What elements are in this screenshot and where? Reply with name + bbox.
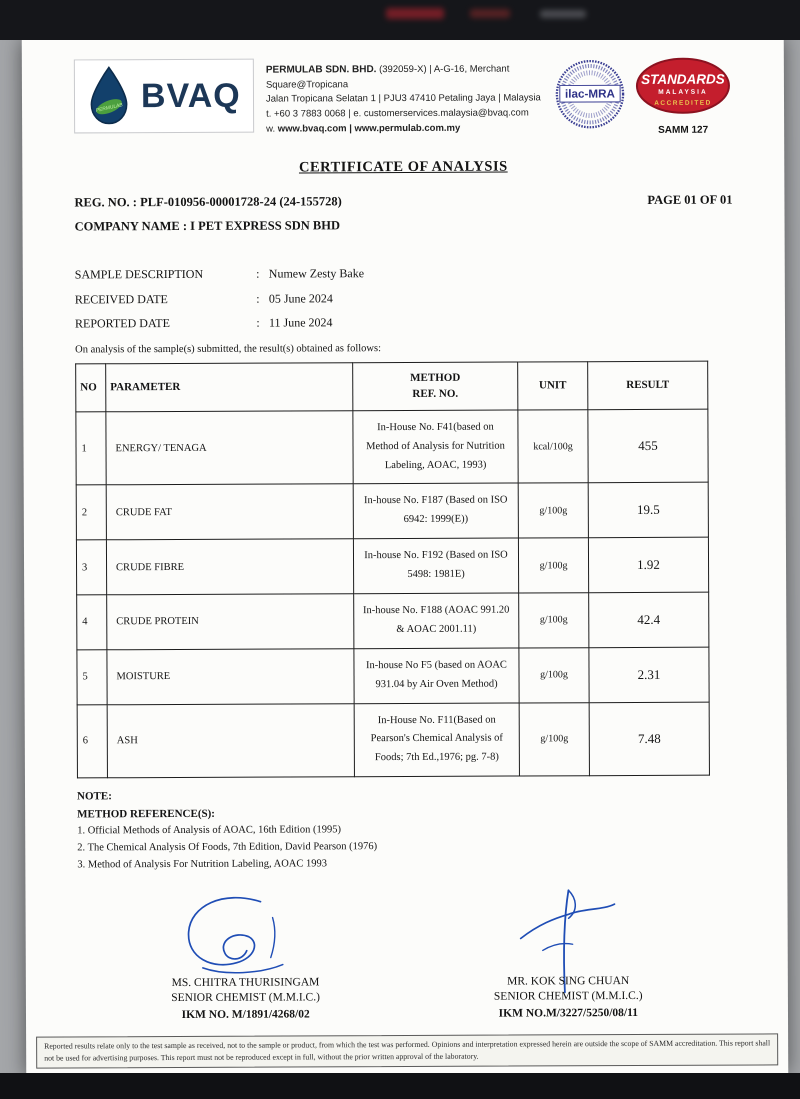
brand-wordmark: BVAQ bbox=[140, 76, 241, 116]
row-unit: g/100g bbox=[519, 593, 589, 648]
company-contact: t. +60 3 7883 0068 | e. customerservices.malaysia@bvaq.com bbox=[266, 107, 529, 120]
table-row bbox=[77, 592, 709, 650]
malaysia-label: MALAYSIA bbox=[658, 88, 708, 96]
droplet-leaf-icon bbox=[85, 64, 133, 128]
field-label: REPORTED DATE bbox=[74, 316, 170, 331]
method-reference-heading: METHOD REFERENCE(S): bbox=[77, 807, 215, 821]
company-name: PERMULAB SDN. BHD. bbox=[265, 64, 377, 76]
row-method: In-house No F5 (based on AOAC 931.04 by Air Oven Method) bbox=[354, 648, 519, 704]
row-no: 2 bbox=[76, 485, 106, 540]
document-title: CERTIFICATE OF ANALYSIS bbox=[298, 158, 508, 176]
col-header-unit: UNIT bbox=[518, 361, 588, 409]
row-no: 6 bbox=[77, 704, 107, 778]
company-address: Jalan Tropicana Selatan 1 | PJU3 47410 Petaling Jaya | Malaysia bbox=[265, 92, 541, 106]
standards-label: STANDARDS bbox=[641, 71, 725, 87]
field-label: SAMPLE DESCRIPTION bbox=[74, 266, 204, 282]
ilac-mra-label: ilac-MRA bbox=[565, 87, 615, 101]
table-row bbox=[76, 537, 708, 595]
row-unit: g/100g bbox=[518, 538, 588, 593]
row-parameter: CRUDE FIBRE bbox=[106, 539, 353, 595]
col-header-parameter: PARAMETER bbox=[106, 363, 353, 412]
row-method: In-House No. F41(based on Method of Analysis for Nutrition Labeling, AOAC, 1993) bbox=[353, 410, 518, 484]
signatory-title: SENIOR CHEMIST (M.M.I.C.) bbox=[493, 990, 643, 1003]
sample-info bbox=[75, 260, 733, 337]
standards-malaysia-logo-icon bbox=[634, 57, 732, 117]
row-result: 42.4 bbox=[589, 592, 709, 647]
company-line1 bbox=[266, 61, 542, 93]
row-parameter: MOISTURE bbox=[107, 649, 354, 705]
top-dark-bar bbox=[0, 0, 800, 40]
company-web-links: www.bvaq.com | www.permulab.com.my bbox=[277, 122, 461, 135]
signature-ink-left bbox=[160, 887, 330, 976]
row-result: 1.92 bbox=[588, 537, 708, 592]
company-web: w. www.bvaq.com | www.permulab.com.my bbox=[266, 122, 461, 135]
results-table bbox=[75, 360, 710, 778]
field-value: 05 June 2024 bbox=[268, 290, 333, 306]
photo-artifact bbox=[470, 9, 510, 18]
row-no: 5 bbox=[77, 650, 107, 705]
signatory-name: MS. CHITRA THURISINGAM bbox=[171, 976, 320, 989]
field-separator: : bbox=[256, 291, 260, 306]
accredited-label: ACCREDITED bbox=[654, 99, 712, 107]
photo-artifact bbox=[386, 8, 444, 19]
row-no: 4 bbox=[77, 595, 107, 650]
row-unit: g/100g bbox=[519, 647, 589, 702]
row-parameter: CRUDE FAT bbox=[106, 484, 353, 540]
letterhead bbox=[74, 57, 732, 139]
signature-section bbox=[77, 885, 736, 1023]
row-no: 3 bbox=[76, 540, 106, 595]
registration-row bbox=[74, 193, 732, 211]
field-separator: : bbox=[256, 266, 260, 281]
bottom-dark-bar bbox=[0, 1073, 800, 1099]
sample-info-row bbox=[75, 260, 733, 287]
table-row bbox=[77, 702, 709, 778]
row-unit: g/100g bbox=[519, 702, 589, 776]
ilac-mra-stamp-icon bbox=[554, 57, 626, 131]
company-reg: (392059-X) | A-G-16, Merchant Square@Tropicana bbox=[265, 63, 510, 91]
table-row bbox=[77, 647, 709, 705]
row-method: In-House No. F11(Based on Pearson's Chemical Analysis of Foods; 7th Ed.,1976; pg. 7-8) bbox=[354, 703, 519, 777]
table-header-row bbox=[76, 361, 708, 412]
field-separator: : bbox=[256, 315, 260, 330]
reg-no: REG. NO. : PLF-010956-00001728-24 (24-155728) bbox=[74, 194, 342, 210]
col-header-no: NO bbox=[76, 364, 106, 412]
signatory-name: MR. KOK SING CHUAN bbox=[507, 974, 630, 988]
bvaq-logo bbox=[74, 59, 254, 134]
accreditation-stamps bbox=[554, 57, 732, 137]
row-result: 19.5 bbox=[588, 483, 708, 538]
signatory-title: SENIOR CHEMIST (M.M.I.C.) bbox=[171, 991, 320, 1005]
certificate-page bbox=[22, 36, 789, 1076]
table-row bbox=[76, 483, 708, 541]
client-company-name: COMPANY NAME : I PET EXPRESS SDN BHD bbox=[74, 218, 341, 234]
row-no: 1 bbox=[76, 412, 106, 486]
notes-section bbox=[77, 786, 735, 874]
row-method: In-house No. F187 (Based on ISO 6942: 1999(E)) bbox=[353, 483, 518, 539]
row-method: In-house No. F192 (Based on ISO 5498: 1981E) bbox=[353, 538, 518, 594]
row-result: 7.48 bbox=[589, 702, 709, 776]
field-value: Numew Zesty Bake bbox=[268, 266, 365, 281]
row-result: 2.31 bbox=[589, 647, 709, 702]
row-parameter: ASH bbox=[107, 703, 354, 778]
method-reference-item: 1. Official Methods of Analysis of AOAC, 16th Edition (1995) bbox=[77, 824, 341, 837]
company-contact-block bbox=[266, 57, 542, 137]
row-unit: g/100g bbox=[518, 483, 588, 538]
note-heading: NOTE: bbox=[77, 790, 112, 803]
signatory-ikm-number: IKM NO. M/1891/4268/02 bbox=[181, 1008, 310, 1021]
photo-artifact bbox=[540, 10, 586, 18]
row-unit: kcal/100g bbox=[518, 409, 588, 483]
row-parameter: ENERGY/ TENAGA bbox=[106, 411, 353, 486]
standards-malaysia-block bbox=[634, 57, 732, 136]
disclaimer-box: Reported results relate only to the test sample as received, not to the sample or product, from which the test was performed. Opinions and interpretation expressed herein are outside the scope of SAMM accreditation. This report shall not be used for advertising purposes. This report must not be reproduced except in full, without the prior written approval of the laboratory. bbox=[36, 1033, 778, 1068]
method-reference-item: 3. Method of Analysis For Nutrition Labeling, AOAC 1993 bbox=[77, 858, 328, 871]
col-header-method: METHOD REF. NO. bbox=[353, 362, 518, 411]
row-parameter: CRUDE PROTEIN bbox=[107, 594, 354, 650]
table-row bbox=[76, 409, 708, 485]
method-reference-item: 2. The Chemical Analysis Of Foods, 7th Edition, David Pearson (1976) bbox=[77, 841, 378, 854]
signatory-ikm-number: IKM NO.M/3227/5250/08/11 bbox=[498, 1006, 638, 1020]
signature-ink-right bbox=[483, 886, 653, 975]
signature-block-left bbox=[90, 887, 401, 1023]
page-indicator: PAGE 01 OF 01 bbox=[647, 192, 733, 207]
field-label: RECEIVED DATE bbox=[74, 291, 168, 307]
signature-block-right bbox=[413, 885, 724, 1021]
logo-script-text: PERMULAB bbox=[95, 103, 124, 114]
col-header-result: RESULT bbox=[588, 361, 708, 410]
sample-info-row bbox=[75, 309, 733, 336]
row-method: In-house No. F188 (AOAC 991.20 & AOAC 2001.11) bbox=[354, 593, 519, 649]
analysis-intro-text: On analysis of the sample(s) submitted, the result(s) obtained as follows: bbox=[75, 342, 382, 356]
samm-number: SAMM 127 bbox=[658, 124, 709, 136]
row-result: 455 bbox=[588, 409, 708, 483]
field-value: 11 June 2024 bbox=[268, 315, 333, 330]
sample-info-row bbox=[75, 284, 733, 311]
